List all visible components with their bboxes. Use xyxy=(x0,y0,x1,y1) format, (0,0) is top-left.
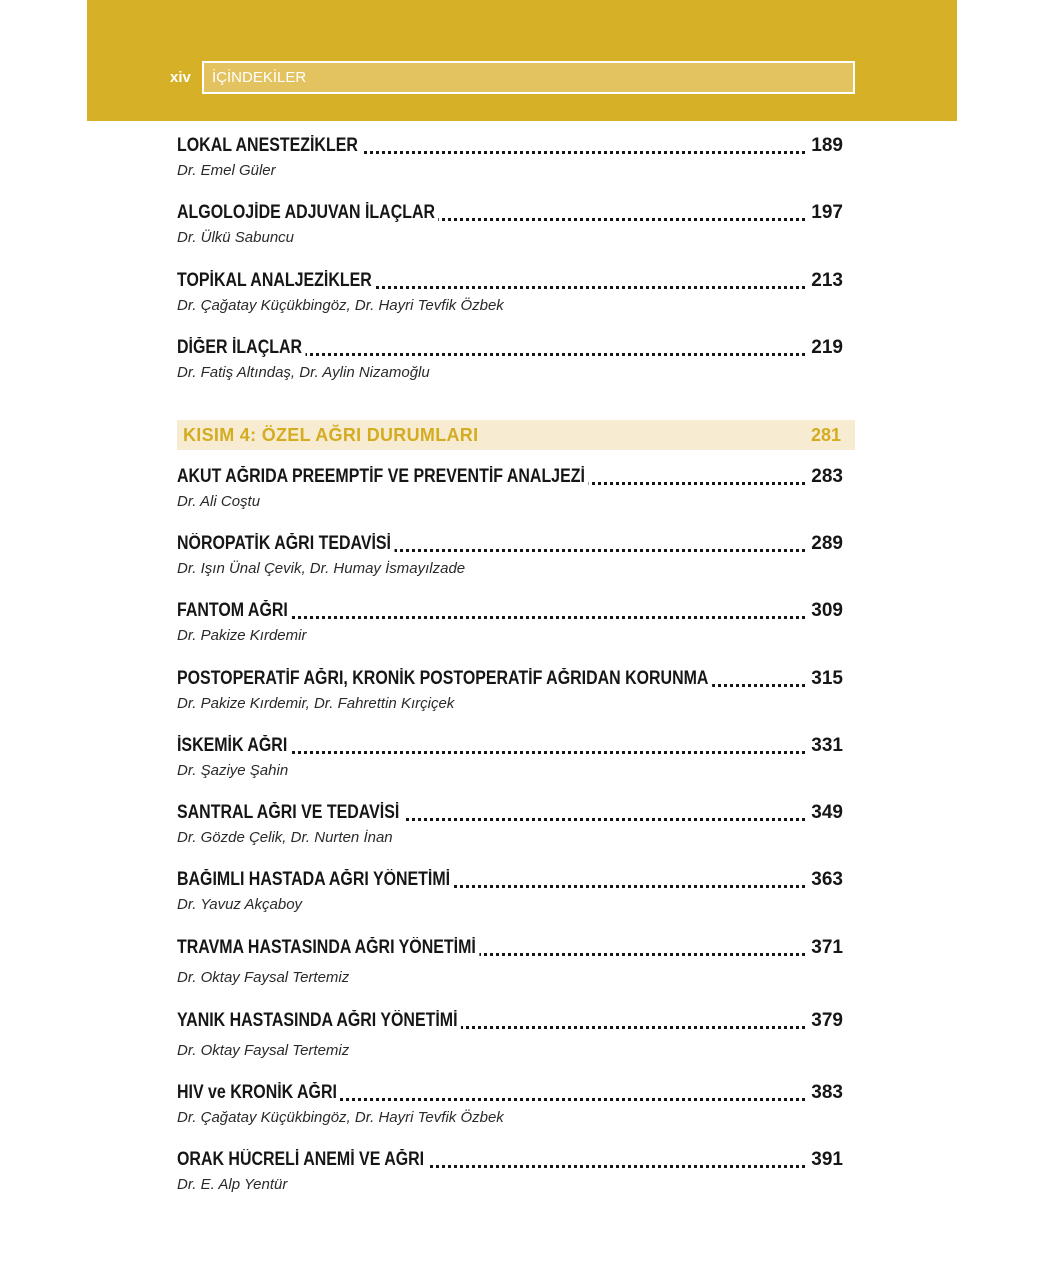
entry-author: Dr. Yavuz Akçaboy xyxy=(177,896,303,913)
toc-entry[interactable] xyxy=(177,668,843,712)
page-number: xiv xyxy=(170,69,191,86)
toc-entry[interactable] xyxy=(177,1010,843,1059)
entry-title: ORAK HÜCRELİ ANEMİ VE AĞRI xyxy=(177,1149,427,1171)
entry-page: 331 xyxy=(808,735,843,757)
entry-page: 309 xyxy=(808,600,843,622)
toc-entry[interactable] xyxy=(177,270,843,314)
toc-entry[interactable] xyxy=(177,202,843,246)
entry-title: ALGOLOJİDE ADJUVAN İLAÇLAR xyxy=(177,202,438,224)
entry-page: 379 xyxy=(808,1010,843,1032)
entry-title: İSKEMİK AĞRI xyxy=(177,735,291,757)
entry-author: Dr. Şaziye Şahin xyxy=(177,762,289,779)
entry-page: 391 xyxy=(808,1149,843,1171)
entry-title: SANTRAL AĞRI VE TEDAVİSİ xyxy=(177,802,403,824)
entry-author: Dr. Ülkü Sabuncu xyxy=(177,229,294,246)
toc-entry[interactable] xyxy=(177,466,843,510)
entry-author: Dr. Emel Güler xyxy=(177,162,276,179)
entry-title: NÖROPATİK AĞRI TEDAVİSİ xyxy=(177,533,394,555)
entry-title: BAĞIMLI HASTADA AĞRI YÖNETİMİ xyxy=(177,869,453,891)
entry-page: 197 xyxy=(808,202,843,224)
entry-page: 349 xyxy=(808,802,843,824)
title-box xyxy=(202,61,855,94)
entry-page: 315 xyxy=(808,668,843,690)
toc-entry[interactable] xyxy=(177,533,843,577)
toc-entry[interactable] xyxy=(177,802,843,846)
toc-entry[interactable] xyxy=(177,1082,843,1126)
entry-page: 371 xyxy=(808,937,843,959)
entry-title: POSTOPERATİF AĞRI, KRONİK POSTOPERATİF AĞRIDAN KORUNMA xyxy=(177,668,712,690)
entry-page: 219 xyxy=(808,337,843,359)
toc-entry[interactable] xyxy=(177,135,843,179)
entry-author: Dr. Gözde Çelik, Dr. Nurten İnan xyxy=(177,829,393,846)
entry-title: FANTOM AĞRI xyxy=(177,600,291,622)
entry-title: YANIK HASTASINDA AĞRI YÖNETİMİ xyxy=(177,1010,461,1032)
toc-entry[interactable] xyxy=(177,937,843,986)
header-band xyxy=(87,0,957,121)
entry-page: 283 xyxy=(808,466,843,488)
entry-author: Dr. Çağatay Küçükbingöz, Dr. Hayri Tevfik Özbek xyxy=(177,1109,504,1126)
entry-author: Dr. E. Alp Yentür xyxy=(177,1176,288,1193)
toc-entry[interactable] xyxy=(177,735,843,779)
entry-author: Dr. Ali Coştu xyxy=(177,493,261,510)
entry-page: 213 xyxy=(808,270,843,292)
entry-author: Dr. Fatiş Altındaş, Dr. Aylin Nizamoğlu xyxy=(177,364,430,381)
toc-entry[interactable] xyxy=(177,600,843,644)
toc-entry[interactable] xyxy=(177,337,843,381)
entry-author: Dr. Pakize Kırdemir xyxy=(177,627,307,644)
entry-author: Dr. Oktay Faysal Tertemiz xyxy=(177,969,350,986)
entry-title: TRAVMA HASTASINDA AĞRI YÖNETİMİ xyxy=(177,937,479,959)
entry-author: Dr. Işın Ünal Çevik, Dr. Humay İsmayılzade xyxy=(177,560,466,577)
entry-title: AKUT AĞRIDA PREEMPTİF VE PREVENTİF ANALJEZİ xyxy=(177,466,588,488)
entry-author: Dr. Oktay Faysal Tertemiz xyxy=(177,1042,350,1059)
entry-page: 189 xyxy=(808,135,843,157)
toc-entry[interactable] xyxy=(177,1149,843,1193)
entry-title: HIV ve KRONİK AĞRI xyxy=(177,1082,340,1104)
section-page: 281 xyxy=(810,425,841,445)
section-heading[interactable] xyxy=(177,420,855,450)
entry-page: 289 xyxy=(808,533,843,555)
entry-title: TOPİKAL ANALJEZİKLER xyxy=(177,270,375,292)
entry-title: LOKAL ANESTEZİKLER xyxy=(177,135,361,157)
entry-author: Dr. Çağatay Küçükbingöz, Dr. Hayri Tevfik Özbek xyxy=(177,297,504,314)
entry-title: DİĞER İLAÇLAR xyxy=(177,337,305,359)
entry-page: 383 xyxy=(808,1082,843,1104)
entry-author: Dr. Pakize Kırdemir, Dr. Fahrettin Kırçiçek xyxy=(177,695,455,712)
toc-entry[interactable] xyxy=(177,869,843,913)
entry-page: 363 xyxy=(808,869,843,891)
section-title: KISIM 4: ÖZEL AĞRI DURUMLARI xyxy=(183,425,479,445)
page-title: İÇİNDEKİLER xyxy=(212,69,307,86)
